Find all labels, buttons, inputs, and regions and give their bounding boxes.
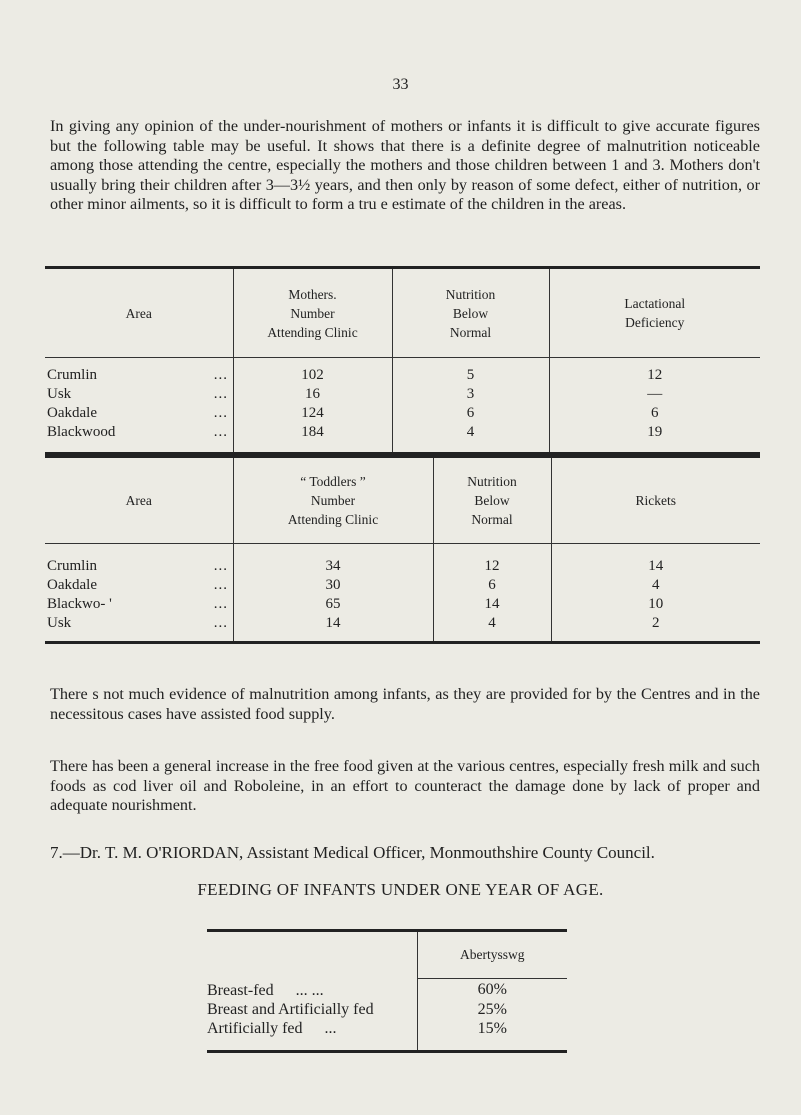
header-area: Area xyxy=(45,457,233,544)
feeding-table xyxy=(207,929,567,1053)
table-row: Artificially fed ... 15% xyxy=(207,1019,567,1038)
table-row: Blackwo- ' ... 65 14 10 xyxy=(45,595,760,614)
header-nutrition: Nutrition Below Normal xyxy=(433,457,551,544)
header-abertysswg: Abertysswg xyxy=(417,931,567,979)
table-row: Crumlin ... 102 5 12 xyxy=(45,366,760,385)
header-mothers: Mothers. Number Attending Clinic xyxy=(233,268,392,358)
table-row: Breast and Artificially fed 25% xyxy=(207,1000,567,1019)
free-food-paragraph: There has been a general increase in the free food given at the various centres, especially fresh milk and such foods as cod liver oil and Roboleine, in an effort to counteract the damage done by lack of proper and adequate nourishment. xyxy=(50,757,760,815)
header-nutrition: Nutrition Below Normal xyxy=(392,268,549,358)
intro-paragraph: In giving any opinion of the under-nourishment of mothers or infants it is difficult to give accurate figures but the following table may be useful. It shows that there is a definite degree of malnutrition noticeable among those attending the centre, especially the mothers and those children between 1 and 3. Mothers don't usually bring their children after 3—3½ years, and then only by reason of some defect, either of nutrition, or other minor ailments, so it is difficult to form a tru e estimate of the children in the areas. xyxy=(50,117,760,214)
mothers-table xyxy=(45,266,760,455)
feeding-title: FEEDING OF INFANTS UNDER ONE YEAR OF AGE. xyxy=(197,880,604,899)
section-heading: 7.—Dr. T. M. O'RIORDAN, Assistant Medical Officer, Monmouthshire County Council. xyxy=(50,843,655,862)
table-row: Oakdale ... 124 6 6 xyxy=(45,404,760,423)
table-row: Usk ... 14 4 2 xyxy=(45,614,760,633)
header-lactational: Lactational Deficiency xyxy=(549,268,760,358)
toddlers-table xyxy=(45,455,760,644)
header-rickets: Rickets xyxy=(551,457,760,544)
table-row: Usk ... 16 3 — xyxy=(45,385,760,404)
infants-paragraph: There s not much evidence of malnutrition among infants, as they are provided for by the Centres and in the necessitous cases have assisted food supply. xyxy=(50,685,760,723)
header-area: Area xyxy=(45,268,233,358)
table-row: Blackwood ... 184 4 19 xyxy=(45,423,760,442)
table-row: Breast-fed ... ... 60% xyxy=(207,979,567,1000)
header-toddlers: “ Toddlers ” Number Attending Clinic xyxy=(233,457,433,544)
page-number: 33 xyxy=(392,76,409,93)
table-row: Oakdale ... 30 6 4 xyxy=(45,576,760,595)
table-row: Crumlin ... 34 12 14 xyxy=(45,557,760,576)
